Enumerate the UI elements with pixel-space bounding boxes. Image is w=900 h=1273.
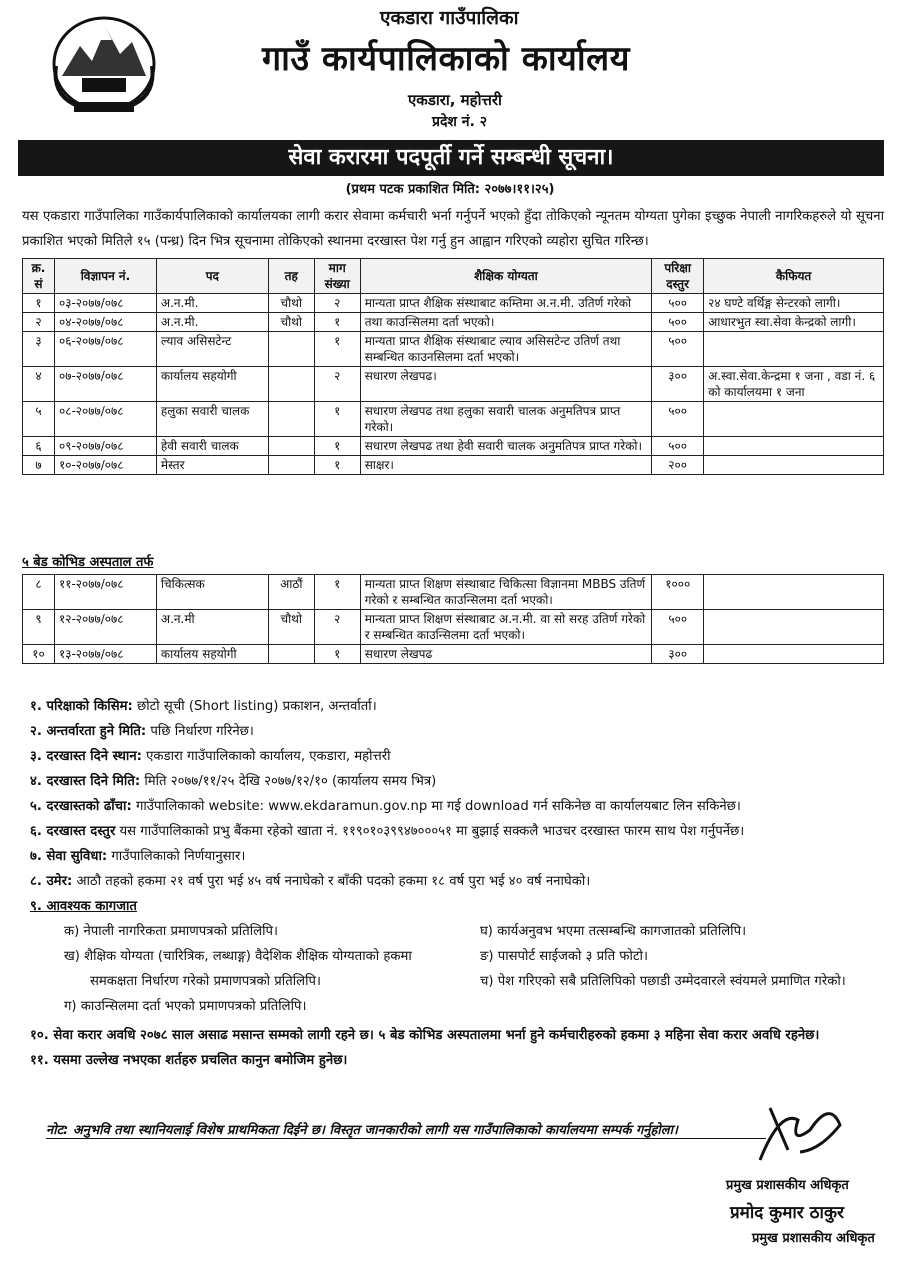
col-header: तह <box>268 259 314 294</box>
table-cell-ad: १०-२०७७/०७८ <box>54 456 156 475</box>
office-title: गाउँ कार्यपालिकाको कार्यालय <box>262 39 630 79</box>
table-cell-count: २ <box>314 367 360 402</box>
notice-banner: सेवा करारमा पदपूर्ती गर्ने सम्बन्धी सूचना। <box>18 140 884 176</box>
table-cell-remark <box>704 402 884 437</box>
table-cell-ad: ०७-२०७७/०७८ <box>54 367 156 402</box>
table-cell-post: कार्यालय सहयोगी <box>156 645 268 664</box>
table-cell-ad: ०६-२०७७/०७८ <box>54 332 156 367</box>
table-row <box>23 437 884 456</box>
table-cell-post: ल्याव असिसटेन्ट <box>156 332 268 367</box>
col-header: माग संख्या <box>314 259 360 294</box>
note-item: ५. दरखास्तको ढाँचा: गाउँपालिकाको website: www.ekdaramun.gov.np मा गई download गर्न सकिनेछ वा कार्यालयबाट लिन सकिनेछ। <box>30 799 741 814</box>
table-cell-post: कार्यालय सहयोगी <box>156 367 268 402</box>
document-item: क) नेपाली नागरिकता प्रमाणपत्रको प्रतिलिपि। <box>64 924 279 939</box>
table-cell-count: २ <box>314 610 360 645</box>
table-cell-qual: मान्यता प्राप्त शिक्षण संस्थाबाट अ.न.मी. वा सो सरह उतिर्ण गरेको र सम्बन्धित काउन्सिलमा दर्ता भएको। <box>360 610 652 645</box>
note-item: ९. आवश्यक कागजात <box>30 899 137 914</box>
table-cell-qual: सधारण लेखपढ। <box>360 367 652 402</box>
table-cell-qual: साक्षर। <box>360 456 652 475</box>
table-cell-sn: ८ <box>23 575 55 610</box>
table-cell-level: चौथो <box>268 610 314 645</box>
table-cell-level <box>268 332 314 367</box>
table-cell-remark <box>704 456 884 475</box>
col-header: विज्ञापन नं. <box>54 259 156 294</box>
table-cell-sn: ९ <box>23 610 55 645</box>
covid-vacancy-table <box>22 574 884 664</box>
signatory-title: प्रमुख प्रशासकीय अधिकृत <box>726 1178 849 1193</box>
table-row <box>23 645 884 664</box>
col-header: शैक्षिक योग्यता <box>360 259 652 294</box>
col-header: पद <box>156 259 268 294</box>
table-cell-remark <box>704 645 884 664</box>
table-cell-count: १ <box>314 456 360 475</box>
table-cell-remark: अ.स्वा.सेवा.केन्द्रमा १ जना , वडा नं. ६ को कार्यालयमा १ जना <box>704 367 884 402</box>
required-documents <box>30 919 880 1023</box>
table-cell-post: मेस्तर <box>156 456 268 475</box>
publication-date: (प्रथम पटक प्रकाशित मिति: २०७७।११।२५) <box>345 182 555 197</box>
table-cell-sn: ३ <box>23 332 55 367</box>
letterhead <box>0 0 900 140</box>
table-row <box>23 313 884 332</box>
note-item: २. अन्तर्वारता हुने मिति: पछि निर्धारण गरिनेछ। <box>30 724 254 739</box>
table-cell-fee: ३०० <box>652 367 704 402</box>
table-cell-remark <box>704 437 884 456</box>
table-cell-sn: १० <box>23 645 55 664</box>
table-cell-level <box>268 645 314 664</box>
document-item: च) पेश गरिएको सबै प्रतिलिपिको पछाडी उम्मेदवारले स्वंयमले प्रमाणित गरेको। <box>480 974 846 989</box>
table-cell-count: १ <box>314 575 360 610</box>
note-item: १. परिक्षाको किसिम: छोटो सूची (Short listing) प्रकाशन, अन्तर्वार्ता। <box>30 699 377 714</box>
office-address: एकडारा, महोत्तरी <box>408 91 502 109</box>
table-row <box>23 456 884 475</box>
note-item: १०. सेवा करार अवधि २०७८ साल असाढ मसान्त सम्मको लागी रहने छ। ५ बेड कोभिड अस्पतालमा भर्ना हुने कर्मचारीहरुको हकमा ३ महिना सेवा करार अवधि रहनेछ। <box>30 1028 820 1043</box>
table-cell-post: अ.न.मी. <box>156 294 268 313</box>
table-cell-level <box>268 437 314 456</box>
table-cell-sn: १ <box>23 294 55 313</box>
table-cell-ad: ०९-२०७७/०७८ <box>54 437 156 456</box>
table-cell-post: हेवी सवारी चालक <box>156 437 268 456</box>
document-item: ङ) पासपोर्ट साईजको ३ प्रति फोटो। <box>480 949 648 964</box>
province-label: प्रदेश नं. २ <box>432 114 488 130</box>
vacancy-table <box>22 258 884 475</box>
signatory-stamp-title: प्रमुख प्रशासकीय अधिकृत <box>752 1231 875 1246</box>
table-cell-post: अ.न.मी <box>156 610 268 645</box>
table-row <box>23 367 884 402</box>
table-cell-level: आठौं <box>268 575 314 610</box>
table-cell-remark: २४ घण्टे वर्थिङ्ग सेन्टरको लागी। <box>704 294 884 313</box>
table-cell-level <box>268 402 314 437</box>
table-cell-remark <box>704 332 884 367</box>
table-header-row <box>23 259 884 294</box>
table-cell-qual: सधारण लेखपढ तथा हलुका सवारी चालक अनुमतिपत्र प्राप्त गरेको। <box>360 402 652 437</box>
table-cell-ad: ०३-२०७७/०७८ <box>54 294 156 313</box>
col-header: परिक्षा दस्तुर <box>652 259 704 294</box>
col-header: क्र. सं <box>23 259 55 294</box>
intro-paragraph: यस एकडारा गाउँपालिका गाउँकार्यपालिकाको कार्यालयका लागी करार सेवामा कर्मचारी भर्ना गर्नुपर्ने भएको हुँदा तोकिएको न्यूनतम योग्यता पुगेका इच्छुक नेपाली नागरिकहरुले यो सूचना प्रकाशित भएको मितिले १५ (पन्ध्र) दिन भित्र सूचनामा तोकिएको स्थानमा दरखास्त पेश गर्नु हुन आह्वान गरिएको व्यहोरा सुचित गरिन्छ। <box>22 209 884 249</box>
table-cell-fee: ५०० <box>652 332 704 367</box>
table-row <box>23 575 884 610</box>
table-cell-level: चौथो <box>268 294 314 313</box>
table-cell-count: १ <box>314 437 360 456</box>
note-item: ११. यसमा उल्लेख नभएका शर्तहरु प्रचलित कानुन बमोजिम हुनेछ। <box>30 1053 348 1068</box>
table-cell-qual: सधारण लेखपढ तथा हेवी सवारी चालक अनुमतिपत्र प्राप्त गरेको। <box>360 437 652 456</box>
table-cell-sn: ५ <box>23 402 55 437</box>
table-cell-ad: ११-२०७७/०७८ <box>54 575 156 610</box>
table-cell-remark: आधारभुत स्वा.सेवा केन्द्रको लागी। <box>704 313 884 332</box>
table-cell-sn: ७ <box>23 456 55 475</box>
table-cell-count: १ <box>314 313 360 332</box>
table-cell-post: अ.न.मी. <box>156 313 268 332</box>
table-row <box>23 402 884 437</box>
note-item: ६. दरखास्त दस्तुर यस गाउँपालिकाको प्रभु बैंकमा रहेको खाता नं. ११९०१०३९९४७०००५१ मा बुझाई सक्कलै भाउचर दरखास्त फारम साथ पेश गर्नुपर्नेछ। <box>30 824 745 839</box>
table-cell-qual: तथा काउन्सिलमा दर्ता भएको। <box>360 313 652 332</box>
table-cell-ad: ०८-२०७७/०७८ <box>54 402 156 437</box>
table-row <box>23 332 884 367</box>
document-item: ख) शैक्षिक योग्यता (चारित्रिक, लब्धाङ्ग) वैदेशिक शैक्षिक योग्यताको हकमा <box>64 949 412 964</box>
table-row <box>23 294 884 313</box>
table-cell-ad: १३-२०७७/०७८ <box>54 645 156 664</box>
table-cell-count: २ <box>314 294 360 313</box>
table-cell-qual: सधारण लेखपढ <box>360 645 652 664</box>
table-cell-fee: ५०० <box>652 437 704 456</box>
col-header: कैफियत <box>704 259 884 294</box>
table-row <box>23 610 884 645</box>
notes-list <box>30 694 880 1073</box>
table-cell-remark <box>704 610 884 645</box>
table-cell-level <box>268 367 314 402</box>
municipality-name: एकडारा गाउँपालिका <box>380 7 519 29</box>
table-cell-sn: ४ <box>23 367 55 402</box>
signatory-name: प्रमोद कुमार ठाकुर <box>730 1203 844 1223</box>
table-cell-sn: ६ <box>23 437 55 456</box>
table-cell-level <box>268 456 314 475</box>
document-item: ग) काउन्सिलमा दर्ता भएको प्रमाणपत्रको प्रतिलिपि। <box>64 999 307 1014</box>
table-cell-sn: २ <box>23 313 55 332</box>
document-item: समकक्षता निर्धारण गरेको प्रमाणपत्रको प्रतिलिपि। <box>90 974 321 989</box>
table-cell-ad: ०४-२०७७/०७८ <box>54 313 156 332</box>
table-cell-remark <box>704 575 884 610</box>
table-cell-fee: ५०० <box>652 313 704 332</box>
table-cell-ad: १२-२०७७/०७८ <box>54 610 156 645</box>
note-item: ४. दरखास्त दिने मिति: मिति २०७७/११/२५ देखि २०७७/१२/१० (कार्यालय समय भित्र) <box>30 774 437 789</box>
table-cell-level: चौथो <box>268 313 314 332</box>
document-item: घ) कार्यअनुवभ भएमा तत्सम्बन्धि कागजातको प्रतिलिपि। <box>480 924 747 939</box>
table-cell-post: हलुका सवारी चालक <box>156 402 268 437</box>
signature-icon <box>740 1090 860 1170</box>
table-cell-fee: १००० <box>652 575 704 610</box>
table-cell-qual: मान्यता प्राप्त शैक्षिक संस्थाबाट कम्तिमा अ.न.मी. उतिर्ण गरेको <box>360 294 652 313</box>
table-cell-fee: ५०० <box>652 402 704 437</box>
table-cell-fee: ३०० <box>652 645 704 664</box>
footer-note: नोट: अनुभवि तथा स्थानियलाई विशेष प्राथमिकता दिईने छ। विस्तृत जानकारीको लागी यस गाउँपालिकाको कार्यालयमा सम्पर्क गर्नुहोला। <box>46 1120 766 1139</box>
table-cell-qual: मान्यता प्राप्त शैक्षिक संस्थाबाट ल्याव असिसटेन्ट उतिर्ण तथा सम्बन्धित काउनसिलमा दर्ता भएको। <box>360 332 652 367</box>
note-item: ८. उमेर: आठौ तहको हकमा २१ वर्ष पुरा भई ४५ वर्ष ननाघेको र बाँकी पदको हकमा १८ वर्ष पुरा भई ४० वर्ष ननाघेको। <box>30 874 591 889</box>
table-cell-fee: २०० <box>652 456 704 475</box>
table-cell-qual: मान्यता प्राप्त शिक्षण संस्थाबाट चिकित्सा विज्ञानमा MBBS उतिर्ण गरेको र सम्बन्धित काउन्सिलमा दर्ता भएको। <box>360 575 652 610</box>
table-cell-fee: ५०० <box>652 610 704 645</box>
table-cell-count: १ <box>314 332 360 367</box>
note-item: ३. दरखास्त दिने स्थान: एकडारा गाउँपालिकाको कार्यालय, एकडारा, महोत्तरी <box>30 749 391 764</box>
table-cell-count: १ <box>314 645 360 664</box>
table-cell-count: १ <box>314 402 360 437</box>
table-cell-post: चिकित्सक <box>156 575 268 610</box>
nepal-emblem-icon <box>48 6 160 116</box>
table-cell-fee: ५०० <box>652 294 704 313</box>
note-item: ७. सेवा सुविधा: गाउँपालिकाको निर्णयानुसार। <box>30 849 246 864</box>
section-title-covid: ५ बेड कोभिड अस्पताल तर्फ <box>22 555 154 570</box>
